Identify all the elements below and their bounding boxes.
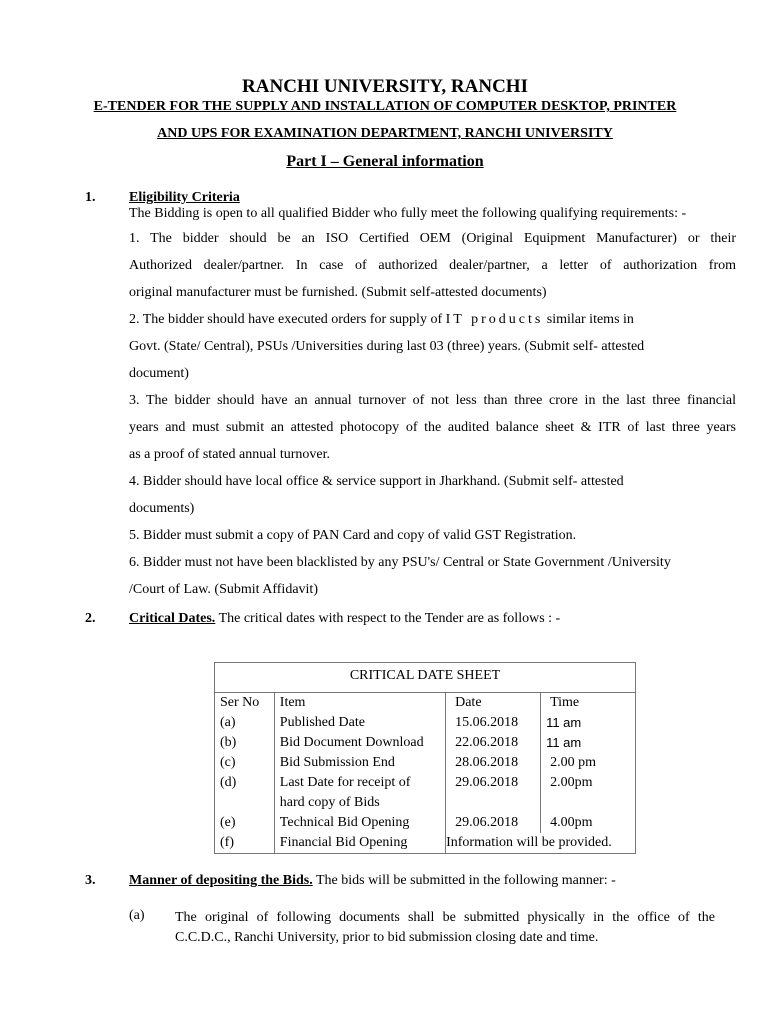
section2-number: 2. [85, 611, 96, 626]
table-row [215, 713, 636, 733]
col-date: Date [446, 693, 541, 714]
req1-line1: 1. The bidder should be an ISO Certified OEM (Original Equipment Manufacturer) or their [129, 231, 736, 246]
section3-heading: Manner of depositing the Bids. [129, 873, 313, 888]
req2-line1 [129, 306, 736, 333]
university-title: RANCHI UNIVERSITY, RANCHI [242, 76, 528, 97]
section2-line [129, 611, 560, 627]
row-time: 4.00pm [541, 813, 636, 833]
section3-line [129, 873, 616, 889]
req2-line1a: 2. The bidder should have executed orders for supply of [129, 312, 443, 327]
section1-number: 1. [85, 190, 96, 205]
section1-heading: Eligibility Criteria [129, 190, 240, 205]
eligibility-body [129, 203, 736, 603]
row-date: 15.06.2018 [446, 713, 541, 733]
row-item: Bid Document Download [274, 733, 445, 753]
req2-line2: Govt. (State/ Central), PSUs /Universities during last 03 (three) years. (Submit self- attested [129, 339, 645, 354]
req2-line1c: similar items in [546, 312, 634, 327]
table-title: CRITICAL DATE SHEET [215, 663, 636, 693]
req2-line3: document) [129, 366, 189, 381]
row-time: 11 am [541, 733, 636, 753]
row-item-line2: hard copy of Bids [279, 795, 380, 810]
req6-line1: 6. Bidder must not have been blacklisted by any PSU's/ Central or State Government /University [129, 555, 671, 570]
req4-line2: documents) [129, 501, 195, 516]
table-row [215, 813, 636, 833]
row-ser: (c) [215, 753, 275, 773]
row-date: 29.06.2018 [446, 813, 541, 833]
section3-sub-line1: The original of following documents shall be submitted physically in the office of the [175, 910, 715, 925]
req6-line2: /Court of Law. (Submit Affidavit) [129, 582, 318, 597]
row-ser: (e) [215, 813, 275, 833]
row-item-line1: Last Date for receipt of [279, 775, 411, 790]
req2-it-products: IT products [445, 312, 544, 327]
req1-line2: Authorized dealer/partner. In case of authorized dealer/partner, a letter of authorization from [129, 258, 736, 273]
row-ser: (f) [215, 833, 275, 854]
row-time: 2.00 pm [541, 753, 636, 773]
section3-sub-label: (a) [129, 908, 145, 923]
table-row [215, 773, 636, 813]
table-row [215, 753, 636, 773]
table-row [215, 833, 636, 854]
critical-date-table [214, 662, 636, 854]
part-title: Part I – General information [286, 153, 484, 170]
row-date: 22.06.2018 [446, 733, 541, 753]
row-item: Bid Submission End [274, 753, 445, 773]
section2-text: The critical dates with respect to the Tender are as follows : - [218, 611, 561, 626]
req3-line2: years and must submit an attested photocopy of the audited balance sheet & ITR of last three years [129, 420, 736, 435]
row-time: 11 am [541, 713, 636, 733]
row-date: 29.06.2018 [446, 773, 541, 813]
row-merged-note: Information will be provided. [446, 833, 636, 854]
row-date: 28.06.2018 [446, 753, 541, 773]
row-item [274, 773, 445, 813]
section3-sub-line2: C.C.D.C., Ranchi University, prior to bid submission closing date and time. [175, 930, 599, 945]
row-item: Financial Bid Opening [274, 833, 445, 854]
col-item: Item [274, 693, 445, 714]
eligibility-intro: The Bidding is open to all qualified Bidder who fully meet the following qualifying requirements: - [129, 206, 687, 221]
table-header-row [215, 693, 636, 714]
section3-number: 3. [85, 873, 96, 888]
row-ser: (a) [215, 713, 275, 733]
section2-heading: Critical Dates. [129, 611, 216, 626]
req5: 5. Bidder must submit a copy of PAN Card and copy of valid GST Registration. [129, 528, 577, 543]
row-item: Published Date [274, 713, 445, 733]
table-row [215, 733, 636, 753]
tender-title-line2: AND UPS FOR EXAMINATION DEPARTMENT, RANCHI UNIVERSITY [157, 126, 613, 141]
section3-text: The bids will be submitted in the following manner: - [315, 873, 616, 888]
req4-line1: 4. Bidder should have local office & service support in Jharkhand. (Submit self- attested [129, 474, 624, 489]
row-ser: (d) [215, 773, 275, 813]
col-ser-no: Ser No [215, 693, 275, 714]
section3-sub-body [175, 908, 715, 948]
row-ser: (b) [215, 733, 275, 753]
req1-line3: original manufacturer must be furnished. (Submit self-attested documents) [129, 285, 547, 300]
row-item: Technical Bid Opening [274, 813, 445, 833]
req3-line3: as a proof of stated annual turnover. [129, 447, 330, 462]
req3-line1: 3. The bidder should have an annual turnover of not less than three crore in the last three financial [129, 393, 736, 408]
col-time: Time [541, 693, 636, 714]
tender-title-line1: E-TENDER FOR THE SUPPLY AND INSTALLATION OF COMPUTER DESKTOP, PRINTER [93, 99, 677, 114]
row-time: 2.00pm [541, 773, 636, 813]
